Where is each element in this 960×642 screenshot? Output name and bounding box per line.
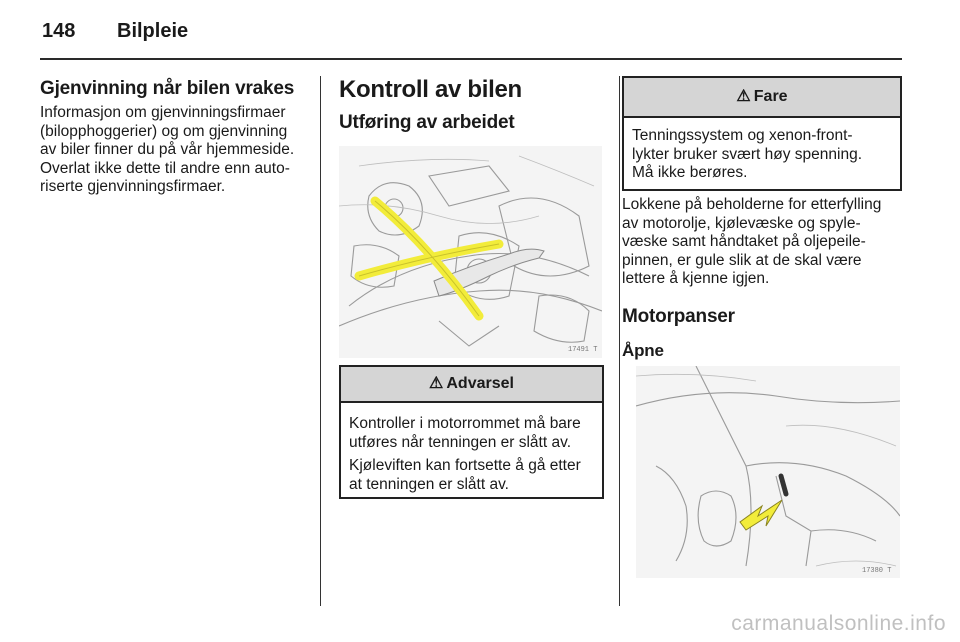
bonnet-heading: Motorpanser [622,306,735,327]
section-title: Kontroll av bilen [339,76,522,103]
text-line: (bilopphoggerier) og om gjenvinning [40,122,288,140]
text-line: utføres når tenningen er slått av. [349,433,571,451]
text-line: at tenningen er slått av. [349,475,509,493]
text-line: riserte gjenvinningsfirmaer. [40,178,226,196]
text-line: Tenningssystem og xenon-front- [632,127,853,144]
recycling-heading: Gjenvinning når bilen vrakes [40,78,295,99]
vehicle-check-section [339,76,602,134]
text-line: pinnen, er gule slik at de skal være [622,251,862,269]
warning-triangle-icon: ⚠ [736,88,751,105]
column-divider-2 [619,76,620,606]
text-line: Må ikke berøres. [632,164,748,182]
text-line: Overlat ikke dette til andre enn auto- [40,159,290,177]
text-line: Kontroller i motorrommet må bare [349,415,581,432]
recycling-text [40,104,305,197]
watermark: carmanualsonline.info [731,612,946,635]
warning-triangle-icon: ⚠ [429,375,444,392]
text-line: av motorolje, kjølevæske og spyle- [622,214,861,232]
page-number: 148 [42,20,76,42]
engine-bay-illustration [339,146,602,358]
text-line: Kjøleviften kan fortsette å gå etter [349,457,581,475]
text-line: lettere å kjenne igjen. [622,270,770,288]
recycling-section [40,78,305,197]
bonnet-release-illustration [636,366,900,578]
text-line: Lokkene på beholderne for etterfylling [622,196,882,213]
engine-bay-drawing [339,146,602,358]
yellow-caps-section [622,196,902,289]
bonnet-section [622,306,902,361]
bonnet-release-drawing [636,366,900,578]
header-rule [40,58,902,60]
warning-title: Advarsel [446,375,514,392]
danger-title: Fare [753,88,788,105]
text-line: av biler finner du på vår hjemmeside. [40,141,295,159]
figure-code: 17491 T [568,346,598,354]
bonnet-open-subheading: Åpne [622,341,664,360]
column-divider-1 [320,76,321,606]
danger-box [622,76,902,191]
warning-paragraph [349,457,594,494]
warning-box [339,365,604,499]
yellow-caps-text [622,196,902,289]
warning-paragraph [349,415,594,452]
text-line: lykter bruker svært høy spenning. [632,145,863,163]
page-section-title: Bilpleie [117,20,189,42]
danger-header [624,78,900,118]
warning-header [341,367,602,403]
text-line: Informasjon om gjenvinningsfirmaer [40,104,286,121]
section-subtitle: Utføring av arbeidet [339,112,515,133]
figure-code: 17380 T [862,567,892,575]
text-line: væske samt håndtaket på oljepeile- [622,233,866,251]
warning-body [341,403,602,494]
danger-body [624,118,900,183]
page-header [42,20,188,43]
